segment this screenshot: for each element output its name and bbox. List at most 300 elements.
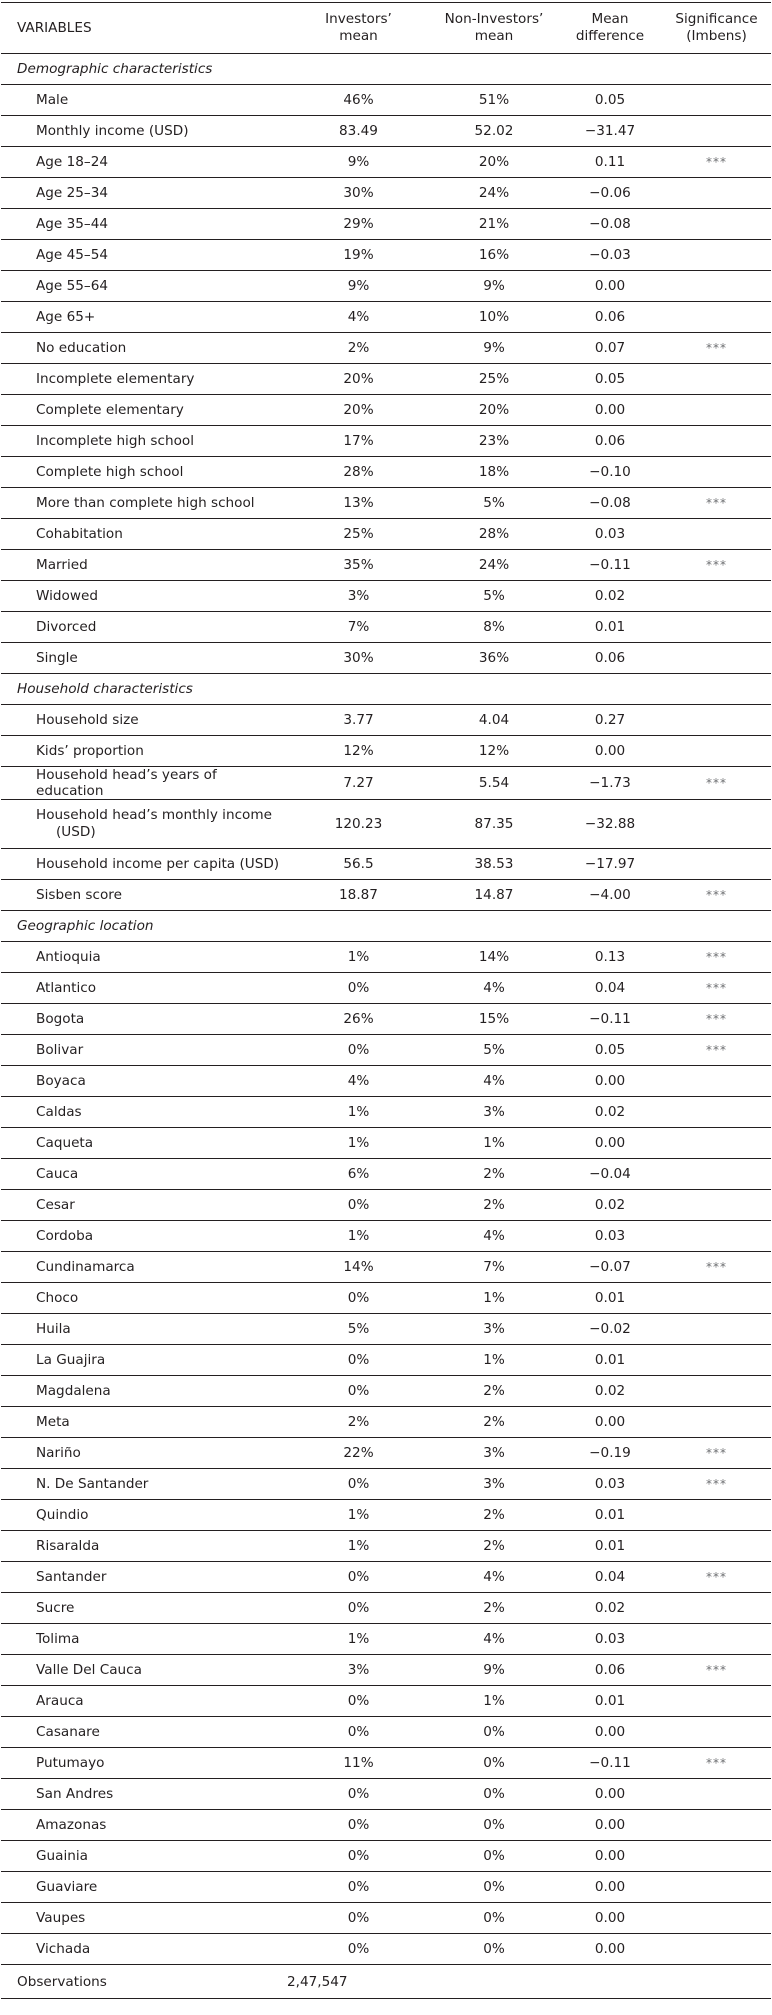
row-label: Huila bbox=[1, 1314, 287, 1345]
investors-mean-cell: 9% bbox=[287, 147, 430, 178]
investors-mean-cell: 18.87 bbox=[287, 880, 430, 911]
investors-mean-cell: 83.49 bbox=[287, 116, 430, 147]
table-row bbox=[1, 333, 771, 364]
noninvestors-mean-cell: 1% bbox=[430, 1283, 558, 1314]
row-label-text: Household head’s monthly income (USD) bbox=[36, 807, 272, 840]
table-row bbox=[1, 85, 771, 116]
table-row bbox=[1, 1252, 771, 1283]
mean-difference-cell: 0.03 bbox=[558, 1221, 662, 1252]
significance-cell: *** bbox=[662, 942, 771, 973]
header-diff-line1: Mean bbox=[591, 11, 629, 27]
mean-difference-cell: 0.00 bbox=[558, 736, 662, 767]
table-row bbox=[1, 1004, 771, 1035]
table-row bbox=[1, 1562, 771, 1593]
table-row bbox=[1, 1190, 771, 1221]
noninvestors-mean-cell: 25% bbox=[430, 364, 558, 395]
investors-mean-cell: 1% bbox=[287, 1097, 430, 1128]
row-label bbox=[1, 800, 287, 849]
table-row bbox=[1, 612, 771, 643]
noninvestors-mean-cell: 0% bbox=[430, 1872, 558, 1903]
row-label: Caldas bbox=[1, 1097, 287, 1128]
investors-mean-cell: 3.77 bbox=[287, 705, 430, 736]
table-row bbox=[1, 1469, 771, 1500]
row-label: Cordoba bbox=[1, 1221, 287, 1252]
noninvestors-mean-cell: 38.53 bbox=[430, 849, 558, 880]
significance-cell: *** bbox=[662, 973, 771, 1004]
mean-difference-cell: −0.08 bbox=[558, 209, 662, 240]
row-label: Sucre bbox=[1, 1593, 287, 1624]
row-label: Atlantico bbox=[1, 973, 287, 1004]
row-label: Meta bbox=[1, 1407, 287, 1438]
investors-mean-cell: 28% bbox=[287, 457, 430, 488]
table-row bbox=[1, 1221, 771, 1252]
significance-cell bbox=[662, 1934, 771, 1965]
row-label: Cauca bbox=[1, 1159, 287, 1190]
table-row bbox=[1, 1159, 771, 1190]
table-row bbox=[1, 426, 771, 457]
table-row bbox=[1, 488, 771, 519]
noninvestors-mean-cell: 10% bbox=[430, 302, 558, 333]
investors-mean-cell: 56.5 bbox=[287, 849, 430, 880]
significance-cell bbox=[662, 736, 771, 767]
noninvestors-mean-cell: 0% bbox=[430, 1717, 558, 1748]
mean-difference-cell: 0.00 bbox=[558, 1810, 662, 1841]
table-row bbox=[1, 1345, 771, 1376]
investors-mean-cell: 26% bbox=[287, 1004, 430, 1035]
investors-mean-cell: 13% bbox=[287, 488, 430, 519]
table-row bbox=[1, 1438, 771, 1469]
investors-mean-cell: 20% bbox=[287, 364, 430, 395]
noninvestors-mean-cell: 3% bbox=[430, 1469, 558, 1500]
noninvestors-mean-cell: 16% bbox=[430, 240, 558, 271]
row-label: Bogota bbox=[1, 1004, 287, 1035]
investors-mean-cell: 1% bbox=[287, 1531, 430, 1562]
mean-difference-cell: −1.73 bbox=[558, 767, 662, 800]
noninvestors-mean-cell: 9% bbox=[430, 333, 558, 364]
mean-difference-cell: 0.01 bbox=[558, 1283, 662, 1314]
significance-cell bbox=[662, 1221, 771, 1252]
significance-cell: *** bbox=[662, 1438, 771, 1469]
noninvestors-mean-cell: 15% bbox=[430, 1004, 558, 1035]
mean-difference-cell: 0.06 bbox=[558, 1655, 662, 1686]
significance-cell bbox=[662, 581, 771, 612]
significance-cell bbox=[662, 364, 771, 395]
mean-difference-cell: 0.00 bbox=[558, 1903, 662, 1934]
investors-mean-cell: 0% bbox=[287, 1779, 430, 1810]
mean-difference-cell: 0.06 bbox=[558, 643, 662, 674]
noninvestors-mean-cell: 2% bbox=[430, 1593, 558, 1624]
row-label: Cundinamarca bbox=[1, 1252, 287, 1283]
noninvestors-mean-cell: 0% bbox=[430, 1934, 558, 1965]
row-label: Casanare bbox=[1, 1717, 287, 1748]
investors-mean-cell: 0% bbox=[287, 1872, 430, 1903]
investors-mean-cell: 3% bbox=[287, 581, 430, 612]
table-row bbox=[1, 800, 771, 849]
noninvestors-mean-cell: 18% bbox=[430, 457, 558, 488]
table-row bbox=[1, 1376, 771, 1407]
noninvestors-mean-cell: 20% bbox=[430, 147, 558, 178]
investors-mean-cell: 1% bbox=[287, 1128, 430, 1159]
significance-cell bbox=[662, 302, 771, 333]
mean-difference-cell: −0.06 bbox=[558, 178, 662, 209]
table-row bbox=[1, 1872, 771, 1903]
row-label: Divorced bbox=[1, 612, 287, 643]
header-diff-line2: difference bbox=[575, 28, 645, 44]
section-header-row bbox=[1, 674, 771, 705]
row-label: Risaralda bbox=[1, 1531, 287, 1562]
table-row bbox=[1, 1779, 771, 1810]
row-label: Complete high school bbox=[1, 457, 287, 488]
mean-difference-cell: −4.00 bbox=[558, 880, 662, 911]
investors-mean-cell: 46% bbox=[287, 85, 430, 116]
investors-mean-cell: 30% bbox=[287, 178, 430, 209]
significance-cell bbox=[662, 1283, 771, 1314]
noninvestors-mean-cell: 3% bbox=[430, 1438, 558, 1469]
table-row bbox=[1, 1128, 771, 1159]
mean-difference-cell: 0.03 bbox=[558, 1469, 662, 1500]
header-sig-line2: (Imbens) bbox=[686, 28, 747, 44]
noninvestors-mean-cell: 5% bbox=[430, 488, 558, 519]
noninvestors-mean-cell: 0% bbox=[430, 1779, 558, 1810]
mean-difference-cell: 0.02 bbox=[558, 1097, 662, 1128]
table-body bbox=[1, 54, 771, 1965]
significance-cell bbox=[662, 209, 771, 240]
table-row bbox=[1, 209, 771, 240]
noninvestors-mean-cell: 2% bbox=[430, 1500, 558, 1531]
noninvestors-mean-cell: 2% bbox=[430, 1159, 558, 1190]
row-label: Antioquia bbox=[1, 942, 287, 973]
table-row bbox=[1, 302, 771, 333]
significance-cell bbox=[662, 457, 771, 488]
mean-difference-cell: 0.05 bbox=[558, 1035, 662, 1066]
table-row bbox=[1, 942, 771, 973]
noninvestors-mean-cell: 1% bbox=[430, 1128, 558, 1159]
significance-cell bbox=[662, 1903, 771, 1934]
observations-value: 2,47,547 bbox=[287, 1965, 771, 1999]
table-row bbox=[1, 1717, 771, 1748]
significance-cell bbox=[662, 1066, 771, 1097]
significance-cell bbox=[662, 1872, 771, 1903]
row-label: Tolima bbox=[1, 1624, 287, 1655]
mean-difference-cell: 0.05 bbox=[558, 85, 662, 116]
significance-cell: *** bbox=[662, 880, 771, 911]
table-row bbox=[1, 1655, 771, 1686]
header-investors-mean bbox=[287, 3, 430, 54]
row-label: Single bbox=[1, 643, 287, 674]
mean-difference-cell: −31.47 bbox=[558, 116, 662, 147]
section-title: Demographic characteristics bbox=[1, 54, 771, 85]
row-label: Household head’s years of education bbox=[1, 767, 287, 800]
mean-difference-cell: 0.02 bbox=[558, 1593, 662, 1624]
significance-cell: *** bbox=[662, 1252, 771, 1283]
noninvestors-mean-cell: 3% bbox=[430, 1097, 558, 1128]
table-row bbox=[1, 1624, 771, 1655]
table-row bbox=[1, 767, 771, 800]
row-label: N. De Santander bbox=[1, 1469, 287, 1500]
row-label: Age 65+ bbox=[1, 302, 287, 333]
investors-mean-cell: 120.23 bbox=[287, 800, 430, 849]
table-row bbox=[1, 240, 771, 271]
row-label: Married bbox=[1, 550, 287, 581]
significance-cell bbox=[662, 1190, 771, 1221]
noninvestors-mean-cell: 0% bbox=[430, 1841, 558, 1872]
table-row bbox=[1, 705, 771, 736]
table-row bbox=[1, 178, 771, 209]
row-label: Age 45–54 bbox=[1, 240, 287, 271]
mean-difference-cell: 0.01 bbox=[558, 1686, 662, 1717]
row-label: Boyaca bbox=[1, 1066, 287, 1097]
noninvestors-mean-cell: 12% bbox=[430, 736, 558, 767]
mean-difference-cell: −32.88 bbox=[558, 800, 662, 849]
table-row bbox=[1, 1283, 771, 1314]
row-label: Household income per capita (USD) bbox=[1, 849, 287, 880]
noninvestors-mean-cell: 3% bbox=[430, 1314, 558, 1345]
significance-cell: *** bbox=[662, 550, 771, 581]
significance-cell bbox=[662, 1500, 771, 1531]
mean-difference-cell: 0.02 bbox=[558, 1190, 662, 1221]
investors-mean-cell: 7% bbox=[287, 612, 430, 643]
mean-difference-cell: 0.13 bbox=[558, 942, 662, 973]
row-label: Widowed bbox=[1, 581, 287, 612]
row-label: Magdalena bbox=[1, 1376, 287, 1407]
investors-mean-cell: 0% bbox=[287, 973, 430, 1004]
row-label: Age 18–24 bbox=[1, 147, 287, 178]
investors-mean-cell: 0% bbox=[287, 1190, 430, 1221]
noninvestors-mean-cell: 4% bbox=[430, 973, 558, 1004]
table-row bbox=[1, 643, 771, 674]
row-label: Age 35–44 bbox=[1, 209, 287, 240]
header-noninvestors-line1: Non-Investors’ bbox=[444, 11, 544, 27]
observations-label: Observations bbox=[1, 1965, 287, 1999]
investors-mean-cell: 30% bbox=[287, 643, 430, 674]
noninvestors-mean-cell: 9% bbox=[430, 271, 558, 302]
table-row bbox=[1, 550, 771, 581]
investors-mean-cell: 1% bbox=[287, 1500, 430, 1531]
mean-difference-cell: 0.11 bbox=[558, 147, 662, 178]
significance-cell bbox=[662, 1593, 771, 1624]
mean-difference-cell: 0.03 bbox=[558, 1624, 662, 1655]
header-sig-line1: Significance bbox=[675, 11, 758, 27]
table-row bbox=[1, 519, 771, 550]
significance-cell bbox=[662, 1841, 771, 1872]
table-row bbox=[1, 973, 771, 1004]
significance-cell bbox=[662, 1717, 771, 1748]
investors-mean-cell: 4% bbox=[287, 1066, 430, 1097]
noninvestors-mean-cell: 5% bbox=[430, 1035, 558, 1066]
noninvestors-mean-cell: 36% bbox=[430, 643, 558, 674]
significance-cell: *** bbox=[662, 1004, 771, 1035]
row-label: Vichada bbox=[1, 1934, 287, 1965]
noninvestors-mean-cell: 14.87 bbox=[430, 880, 558, 911]
significance-cell: *** bbox=[662, 488, 771, 519]
row-label: San Andres bbox=[1, 1779, 287, 1810]
significance-cell bbox=[662, 800, 771, 849]
significance-cell bbox=[662, 1314, 771, 1345]
noninvestors-mean-cell: 2% bbox=[430, 1376, 558, 1407]
significance-cell bbox=[662, 705, 771, 736]
table-row bbox=[1, 1841, 771, 1872]
table-row bbox=[1, 1593, 771, 1624]
noninvestors-mean-cell: 0% bbox=[430, 1748, 558, 1779]
mean-difference-cell: 0.02 bbox=[558, 581, 662, 612]
significance-cell bbox=[662, 849, 771, 880]
row-label: Sisben score bbox=[1, 880, 287, 911]
significance-cell bbox=[662, 240, 771, 271]
table-row bbox=[1, 1035, 771, 1066]
investors-mean-cell: 35% bbox=[287, 550, 430, 581]
significance-cell bbox=[662, 612, 771, 643]
significance-cell bbox=[662, 1810, 771, 1841]
table-row bbox=[1, 736, 771, 767]
mean-difference-cell: 0.01 bbox=[558, 1345, 662, 1376]
significance-cell bbox=[662, 1624, 771, 1655]
mean-difference-cell: −0.11 bbox=[558, 1004, 662, 1035]
investors-mean-cell: 1% bbox=[287, 1221, 430, 1252]
noninvestors-mean-cell: 24% bbox=[430, 178, 558, 209]
header-investors-line2: mean bbox=[339, 28, 378, 44]
mean-difference-cell: 0.02 bbox=[558, 1376, 662, 1407]
noninvestors-mean-cell: 52.02 bbox=[430, 116, 558, 147]
row-label: Incomplete elementary bbox=[1, 364, 287, 395]
investors-mean-cell: 2% bbox=[287, 333, 430, 364]
mean-difference-cell: −0.11 bbox=[558, 550, 662, 581]
row-label: Male bbox=[1, 85, 287, 116]
noninvestors-mean-cell: 4.04 bbox=[430, 705, 558, 736]
row-label: Nariño bbox=[1, 1438, 287, 1469]
investors-mean-cell: 0% bbox=[287, 1717, 430, 1748]
row-label: Quindio bbox=[1, 1500, 287, 1531]
noninvestors-mean-cell: 8% bbox=[430, 612, 558, 643]
table-row bbox=[1, 1686, 771, 1717]
investors-mean-cell: 7.27 bbox=[287, 767, 430, 800]
table-row bbox=[1, 1903, 771, 1934]
significance-cell bbox=[662, 116, 771, 147]
row-label: Complete elementary bbox=[1, 395, 287, 426]
noninvestors-mean-cell: 9% bbox=[430, 1655, 558, 1686]
investors-mean-cell: 14% bbox=[287, 1252, 430, 1283]
significance-cell bbox=[662, 1159, 771, 1190]
noninvestors-mean-cell: 5.54 bbox=[430, 767, 558, 800]
mean-difference-cell: −0.11 bbox=[558, 1748, 662, 1779]
mean-difference-cell: 0.01 bbox=[558, 1500, 662, 1531]
noninvestors-mean-cell: 14% bbox=[430, 942, 558, 973]
mean-difference-cell: −17.97 bbox=[558, 849, 662, 880]
noninvestors-mean-cell: 24% bbox=[430, 550, 558, 581]
significance-cell bbox=[662, 1097, 771, 1128]
investors-mean-cell: 0% bbox=[287, 1469, 430, 1500]
table-row bbox=[1, 1500, 771, 1531]
table-row bbox=[1, 1314, 771, 1345]
investors-mean-cell: 12% bbox=[287, 736, 430, 767]
investors-mean-cell: 3% bbox=[287, 1655, 430, 1686]
row-label: La Guajira bbox=[1, 1345, 287, 1376]
header-noninvestors-line2: mean bbox=[474, 28, 514, 44]
row-label: Age 25–34 bbox=[1, 178, 287, 209]
significance-cell bbox=[662, 1531, 771, 1562]
investors-mean-cell: 0% bbox=[287, 1376, 430, 1407]
investors-mean-cell: 0% bbox=[287, 1903, 430, 1934]
mean-difference-cell: 0.00 bbox=[558, 395, 662, 426]
section-header-row bbox=[1, 54, 771, 85]
noninvestors-mean-cell: 51% bbox=[430, 85, 558, 116]
row-label: Amazonas bbox=[1, 1810, 287, 1841]
row-label: Choco bbox=[1, 1283, 287, 1314]
table-row bbox=[1, 581, 771, 612]
noninvestors-mean-cell: 2% bbox=[430, 1407, 558, 1438]
investors-mean-cell: 6% bbox=[287, 1159, 430, 1190]
mean-difference-cell: 0.06 bbox=[558, 302, 662, 333]
significance-cell bbox=[662, 519, 771, 550]
noninvestors-mean-cell: 23% bbox=[430, 426, 558, 457]
observations-row bbox=[1, 1965, 771, 1999]
investors-mean-cell: 5% bbox=[287, 1314, 430, 1345]
table-row bbox=[1, 849, 771, 880]
noninvestors-mean-cell: 0% bbox=[430, 1903, 558, 1934]
row-label: Age 55–64 bbox=[1, 271, 287, 302]
header-investors-line1: Investors’ bbox=[325, 11, 392, 27]
significance-cell bbox=[662, 1345, 771, 1376]
mean-difference-cell: 0.04 bbox=[558, 1562, 662, 1593]
significance-cell: *** bbox=[662, 1655, 771, 1686]
row-label: More than complete high school bbox=[1, 488, 287, 519]
mean-difference-cell: 0.00 bbox=[558, 1841, 662, 1872]
significance-cell: *** bbox=[662, 1748, 771, 1779]
mean-difference-cell: 0.04 bbox=[558, 973, 662, 1004]
investors-mean-cell: 0% bbox=[287, 1686, 430, 1717]
mean-difference-cell: −0.19 bbox=[558, 1438, 662, 1469]
significance-cell bbox=[662, 1686, 771, 1717]
mean-difference-cell: 0.00 bbox=[558, 1128, 662, 1159]
investors-mean-cell: 0% bbox=[287, 1934, 430, 1965]
mean-difference-cell: 0.27 bbox=[558, 705, 662, 736]
investors-mean-cell: 1% bbox=[287, 1624, 430, 1655]
table-row bbox=[1, 1934, 771, 1965]
investors-mean-cell: 9% bbox=[287, 271, 430, 302]
investors-mean-cell: 29% bbox=[287, 209, 430, 240]
significance-cell bbox=[662, 1376, 771, 1407]
mean-difference-cell: 0.00 bbox=[558, 1407, 662, 1438]
noninvestors-mean-cell: 4% bbox=[430, 1221, 558, 1252]
significance-cell bbox=[662, 1779, 771, 1810]
row-label: Valle Del Cauca bbox=[1, 1655, 287, 1686]
noninvestors-mean-cell: 0% bbox=[430, 1810, 558, 1841]
mean-difference-cell: −0.02 bbox=[558, 1314, 662, 1345]
row-label: Arauca bbox=[1, 1686, 287, 1717]
significance-cell: *** bbox=[662, 1035, 771, 1066]
row-label: Cesar bbox=[1, 1190, 287, 1221]
table-row bbox=[1, 364, 771, 395]
noninvestors-mean-cell: 2% bbox=[430, 1531, 558, 1562]
mean-difference-cell: 0.00 bbox=[558, 1066, 662, 1097]
header-variables: VARIABLES bbox=[1, 3, 287, 54]
mean-difference-cell: −0.03 bbox=[558, 240, 662, 271]
row-label: No education bbox=[1, 333, 287, 364]
row-label: Guainia bbox=[1, 1841, 287, 1872]
significance-cell: *** bbox=[662, 1469, 771, 1500]
significance-cell bbox=[662, 1128, 771, 1159]
header-significance bbox=[662, 3, 771, 54]
row-label: Vaupes bbox=[1, 1903, 287, 1934]
row-label: Santander bbox=[1, 1562, 287, 1593]
investors-mean-cell: 4% bbox=[287, 302, 430, 333]
mean-difference-cell: 0.00 bbox=[558, 1779, 662, 1810]
significance-cell bbox=[662, 178, 771, 209]
mean-difference-cell: −0.10 bbox=[558, 457, 662, 488]
table-row bbox=[1, 395, 771, 426]
mean-difference-cell: 0.00 bbox=[558, 1872, 662, 1903]
significance-cell bbox=[662, 1407, 771, 1438]
section-title: Household characteristics bbox=[1, 674, 771, 705]
